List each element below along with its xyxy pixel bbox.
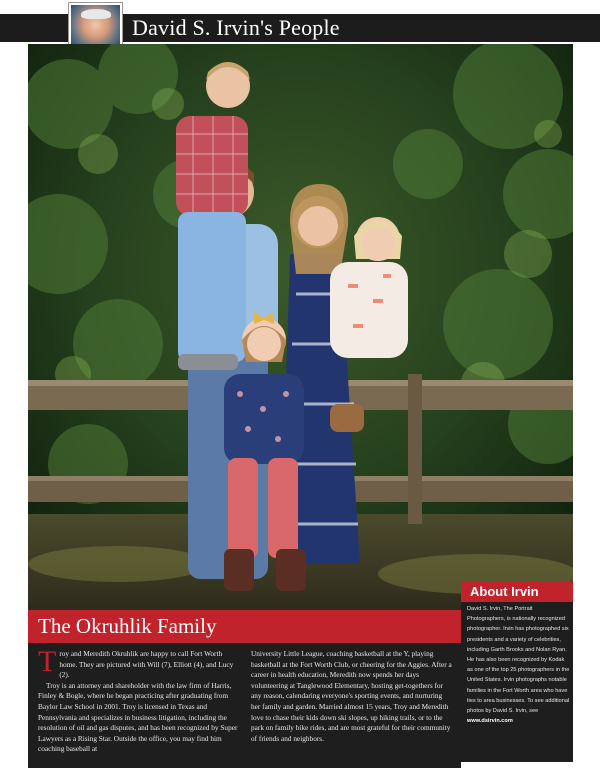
article-paragraph-3: University Little League, coaching basketball at the Y, playing basketball at the Fort Worth Club, or cheering for the Aggies. After a career in health education, Meredith now spends her days volunteering at Tanglewood Elementary, hosting get-togethers for any reason, calendaring everyone's sporting events, and nurturing her family and garden. Married almost 15 years, Troy and Meredith love to chase their kids down ski slopes, up hiking trails, or to the park on family bike rides, and are most grateful for their community of friends and neighbors. xyxy=(251,649,452,743)
article-paragraph-2: Troy is an attorney and shareholder with the law firm of Harris, Finley & Bogle, where he began practicing after graduating from Baylor Law School in 2001. Troy is licensed in Texas and Pennsylvania and specializes in business litigation, including the resolution of oil and gas disputes, and has been recognized by Super Lawyers as a Rising Star. Outside the office, you may find him coaching baseball at xyxy=(38,680,238,754)
author-portrait-image xyxy=(71,5,120,49)
about-body xyxy=(467,604,570,726)
article-paragraph-1: roy and Meredith Okruhlik are happy to call Fort Worth home. They are pictured with Will (7), Elliott (4), and Lucy (2). xyxy=(59,649,234,680)
article-column-1 xyxy=(38,645,238,755)
about-heading: About Irvin xyxy=(470,584,539,599)
drop-cap: T xyxy=(38,645,57,678)
about-body-text: David S. Irvin, The Portrait Photographers, is nationally recognized photographer. Irvin has photographed six presidents and a variety of celebrities, including Garth Brooks and Nolan Ryan. He has also been recognized by Kodak as one of the top 25 photographers in the United States. Irvin photographs notable families in the Fort Worth area who have ties to area businesses. To see additional photos by David S. Irvin, see xyxy=(467,606,570,715)
article-column-2 xyxy=(251,649,453,744)
about-website-link[interactable]: www.dsirvin.com xyxy=(467,718,513,725)
feature-title: The Okruhlik Family xyxy=(38,614,217,638)
page-title: David S. Irvin's People xyxy=(132,15,340,40)
family-photo xyxy=(28,44,573,610)
